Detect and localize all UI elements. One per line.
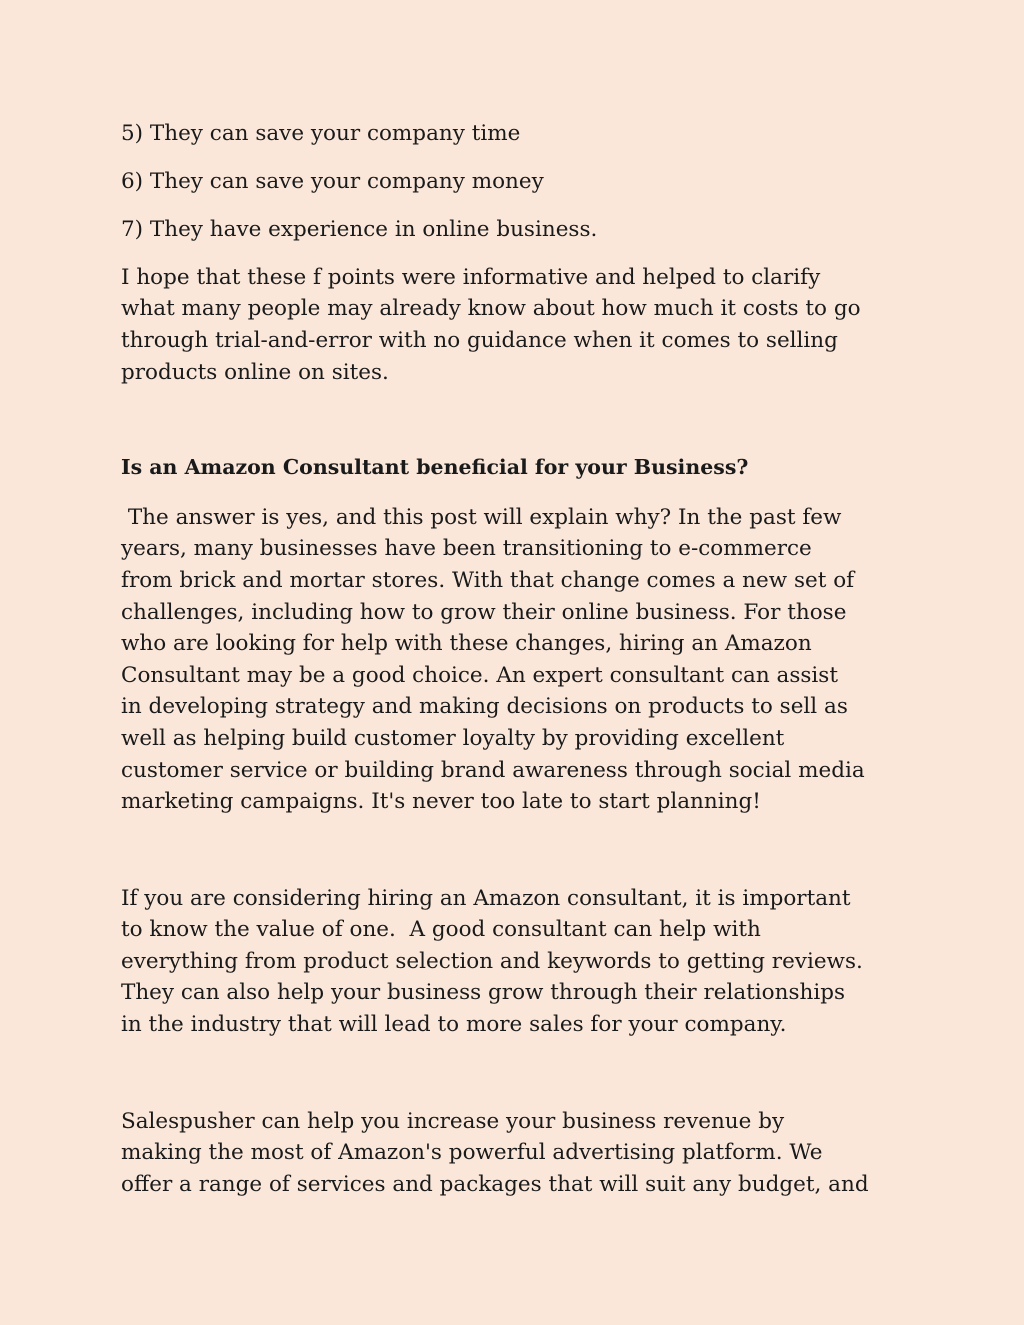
intro-line: products online on sites.: [121, 359, 389, 385]
consider-line: to know the value of one. A good consultant can help with: [121, 917, 761, 943]
answer-line: Consultant may be a good choice. An expert consultant can assist: [121, 662, 838, 688]
benefit-item-7: 7) They have experience in online business.: [121, 217, 598, 243]
intro-line: through trial-and-error with no guidance when it comes to selling: [121, 327, 838, 353]
answer-line: The answer is yes, and this post will explain why? In the past few: [121, 504, 842, 530]
answer-line: years, many businesses have been transitioning to e-commerce: [121, 536, 812, 562]
answer-line: well as helping build customer loyalty by providing excellent: [121, 725, 785, 751]
answer-line: from brick and mortar stores. With that change comes a new set of: [121, 567, 855, 593]
answer-line: challenges, including how to grow their online business. For those: [121, 599, 847, 625]
benefit-item-6: 6) They can save your company money: [121, 169, 544, 195]
consider-line: If you are considering hiring an Amazon consultant, it is important: [121, 885, 851, 911]
intro-line: what many people may already know about how much it costs to go: [121, 296, 861, 322]
document-body: [121, 118, 921, 1200]
salespusher-line: offer a range of services and packages that will suit any budget, and: [121, 1171, 869, 1197]
salespusher-paragraph: [121, 1106, 921, 1201]
consider-line: in the industry that will lead to more sales for your company.: [121, 1012, 787, 1038]
section-heading: Is an Amazon Consultant beneficial for your Business?: [121, 455, 749, 480]
answer-line: who are looking for help with these changes, hiring an Amazon: [121, 631, 812, 657]
consider-line: They can also help your business grow through their relationships: [121, 980, 845, 1006]
answer-line: marketing campaigns. It's never too late to start planning!: [121, 789, 761, 815]
intro-paragraph: [121, 262, 921, 388]
answer-line: customer service or building brand awareness through social media: [121, 757, 865, 783]
answer-paragraph: [121, 502, 921, 818]
salespusher-line: Salespusher can help you increase your business revenue by: [121, 1108, 785, 1134]
consider-line: everything from product selection and keywords to getting reviews.: [121, 948, 863, 974]
answer-line: in developing strategy and making decisions on products to sell as: [121, 694, 848, 720]
intro-line: I hope that these f points were informative and helped to clarify: [121, 264, 821, 290]
benefit-item-5: 5) They can save your company time: [121, 121, 521, 146]
salespusher-line: making the most of Amazon's powerful advertising platform. We: [121, 1140, 823, 1166]
consider-paragraph: [121, 883, 921, 1041]
